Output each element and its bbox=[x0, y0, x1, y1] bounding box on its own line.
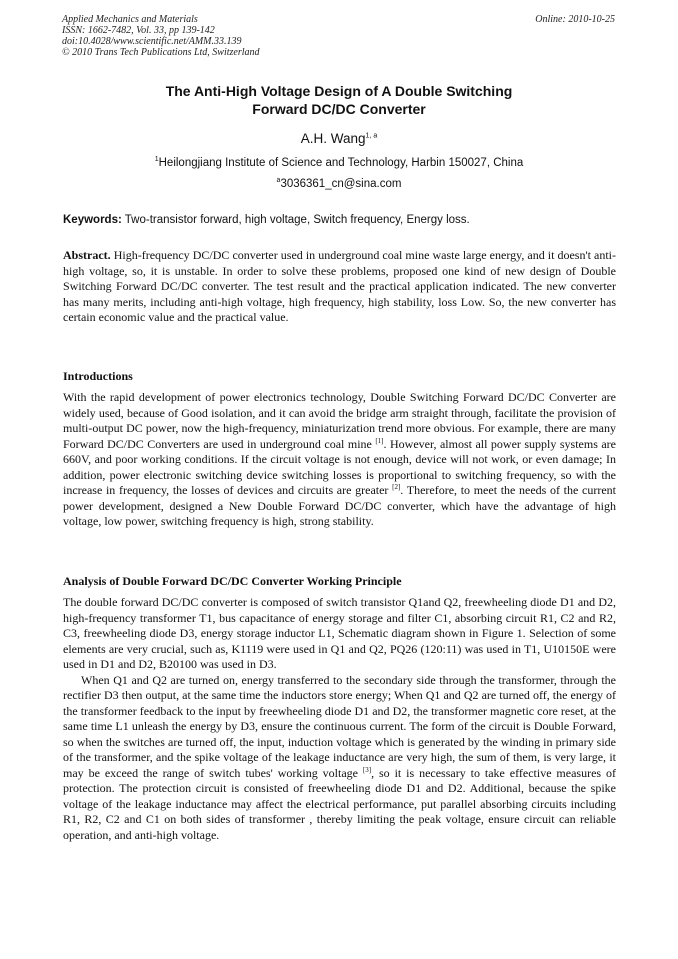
journal-header bbox=[62, 14, 260, 58]
citation-ref-3[interactable]: [3] bbox=[362, 765, 372, 774]
keywords-text: Two-transistor forward, high voltage, Switch frequency, Energy loss. bbox=[121, 214, 470, 226]
author-line bbox=[60, 130, 618, 148]
keywords bbox=[63, 212, 616, 228]
abstract-text: High-frequency DC/DC converter used in underground coal mine waste large energy, and it doesn't anti-high voltage, so, it is unstable. In order to solve these problems, proposed one kind of new design of Double Switching Forward DC/DC converter. The test result and the practical application indicated. The new converter has many merits, including anti-high voltage, high frequency, high stability, loss Low. So, the new converter has certain economic value and the practical value. bbox=[63, 248, 616, 324]
section-heading-introductions: Introductions bbox=[63, 369, 133, 383]
affiliation bbox=[60, 155, 618, 171]
author-superscript: 1, a bbox=[365, 132, 378, 140]
title-line-2: Forward DC/DC Converter bbox=[252, 101, 426, 117]
issn-line: ISSN: 1662-7482, Vol. 33, pp 139-142 bbox=[62, 25, 215, 36]
title-line-1: The Anti-High Voltage Design of A Double Switching bbox=[165, 83, 513, 99]
affiliation-superscript: 1 bbox=[154, 156, 159, 164]
abstract bbox=[63, 248, 616, 326]
author-name: A.H. Wang bbox=[300, 131, 366, 146]
copyright-line: © 2010 Trans Tech Publications Ltd, Switzerland bbox=[62, 47, 260, 58]
doi-line[interactable]: doi:10.4028/www.scientific.net/AMM.33.139 bbox=[62, 36, 242, 47]
affiliation-text: Heilongjiang Institute of Science and Technology, Harbin 150027, China bbox=[158, 157, 524, 169]
journal-name: Applied Mechanics and Materials bbox=[62, 14, 198, 25]
analysis-paragraph-1: The double forward DC/DC converter is composed of switch transistor Q1and Q2, freewheeling diode D1 and D2, high-frequency transformer T1, bus capacitance of energy storage and filter C1, absorbing circuit R1, C2 and R2, C3, freewheeling diode D3, energy storage inductor L1, Schematic diagram shown in Figure 1. Selection of some elements are very crucial, such as, K1119 were used in Q1 and Q2, PQ26 (120:11) was used in T1, U10150E were used in D1 and D2, B20100 was used in D3. bbox=[63, 595, 616, 671]
online-date: Online: 2010-10-25 bbox=[535, 14, 615, 25]
analysis-paragraph-2: When Q1 and Q2 are turned on, energy transferred to the secondary side through the transformer, through the rectifier D3 then output, at the same time the inductors store energy; When Q1 and Q2 are turned off, the energy of the transformer feedback to the input by freewheeling diode D1 and D2, the transformer magnetic core reset, at the same time L1 unleash the energy by D3, ensure the continuous current. The form of the circuit is Double Forward, so when the switches are turned off, the input, induction voltage which is generated by the winding in primary side of the transformer, and the spike voltage of the leakage inductance are very high, the sum of them, is very large, it may be exceed the range of switch tubes' working voltage [3], so it is necessary to take effective measures of protection. The protection circuit is consisted of freewheeling diode D1 and D2. Additional, because the spike voltage of the leakage inductance may affect the electrical performance, put parallel absorbing circuits including R1, R2, C2 and C1 on both sides of transformer , thereby limiting the peak voltage, ensure circuit can reliable operation, and anti-high voltage. bbox=[63, 672, 616, 842]
analysis-body bbox=[63, 595, 616, 843]
author-email bbox=[60, 176, 618, 192]
introductions-body bbox=[63, 390, 616, 530]
email-superscript: a bbox=[276, 177, 281, 185]
introductions-paragraph: With the rapid development of power electronics technology, Double Switching Forward DC/DC Converter are widely used, because of Good isolation, and it can avoid the bridge arm straight through, facilitate the provision of multi-output DC power, now the high-frequency, miniaturization trend more obvious. For example, there are many Forward DC/DC Converters are used in underground coal mine [1]. However, almost all power supply systems are 660V, and poor working conditions. If the circuit voltage is not enough, device will not work, or even damage; In addition, power electronic switching device switching losses is proportional to switching frequency, so with the increase in frequency, the losses of devices and circuits are greater [2]. Therefore, to meet the needs of the current power development, designed a New Double Forward DC/DC converter, which have the advantage of high voltage, low power, switching frequency is high, strong stability. bbox=[63, 390, 616, 528]
citation-ref-1[interactable]: [1] bbox=[375, 436, 384, 445]
section-heading-analysis: Analysis of Double Forward DC/DC Converter Working Principle bbox=[63, 574, 402, 588]
keywords-label: Keywords: bbox=[63, 214, 122, 226]
abstract-label: Abstract. bbox=[63, 248, 111, 262]
citation-ref-2[interactable]: [2] bbox=[392, 483, 401, 491]
paper-title bbox=[60, 82, 618, 118]
email-text[interactable]: 3036361_cn@sina.com bbox=[280, 178, 402, 190]
